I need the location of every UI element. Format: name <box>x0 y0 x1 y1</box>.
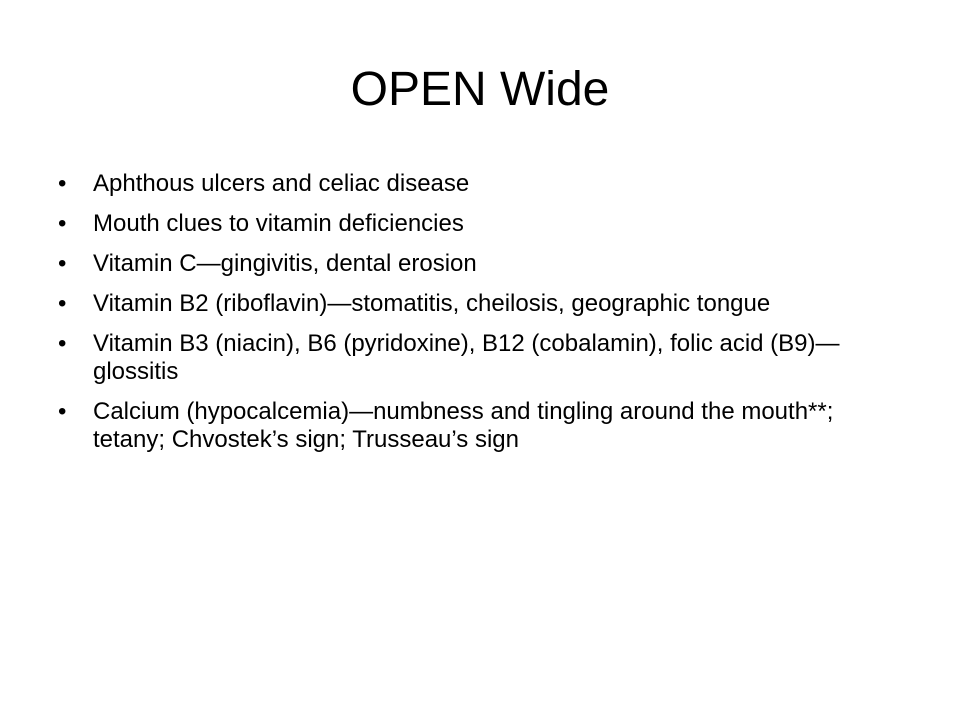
bullet-text: Mouth clues to vitamin deficiencies <box>93 210 464 237</box>
bullet-list <box>58 170 898 466</box>
bullet-text: Vitamin B3 (niacin), B6 (pyridoxine), B12 (cobalamin), folic acid (B9)—glossitis <box>93 330 840 385</box>
bullet-text: Vitamin C—gingivitis, dental erosion <box>93 250 477 277</box>
bullet-item <box>58 210 898 238</box>
bullet-marker: • <box>58 398 67 425</box>
bullet-item <box>58 330 898 386</box>
bullet-marker: • <box>58 250 67 277</box>
bullet-item <box>58 398 898 454</box>
bullet-text: Aphthous ulcers and celiac disease <box>93 170 470 197</box>
bullet-item <box>58 290 898 318</box>
bullet-text: Vitamin B2 (riboflavin)—stomatitis, cheilosis, geographic tongue <box>93 290 771 317</box>
bullet-marker: • <box>58 290 67 317</box>
bullet-item <box>58 250 898 278</box>
bullet-text: Calcium (hypocalcemia)—numbness and tingling around the mouth**; tetany; Chvostek’s sign; Trusseau’s sign <box>93 398 834 453</box>
bullet-marker: • <box>58 210 67 237</box>
bullet-marker: • <box>58 330 67 357</box>
slide-title: OPEN Wide <box>350 63 610 116</box>
bullet-item <box>58 170 898 198</box>
bullet-marker: • <box>58 170 67 197</box>
